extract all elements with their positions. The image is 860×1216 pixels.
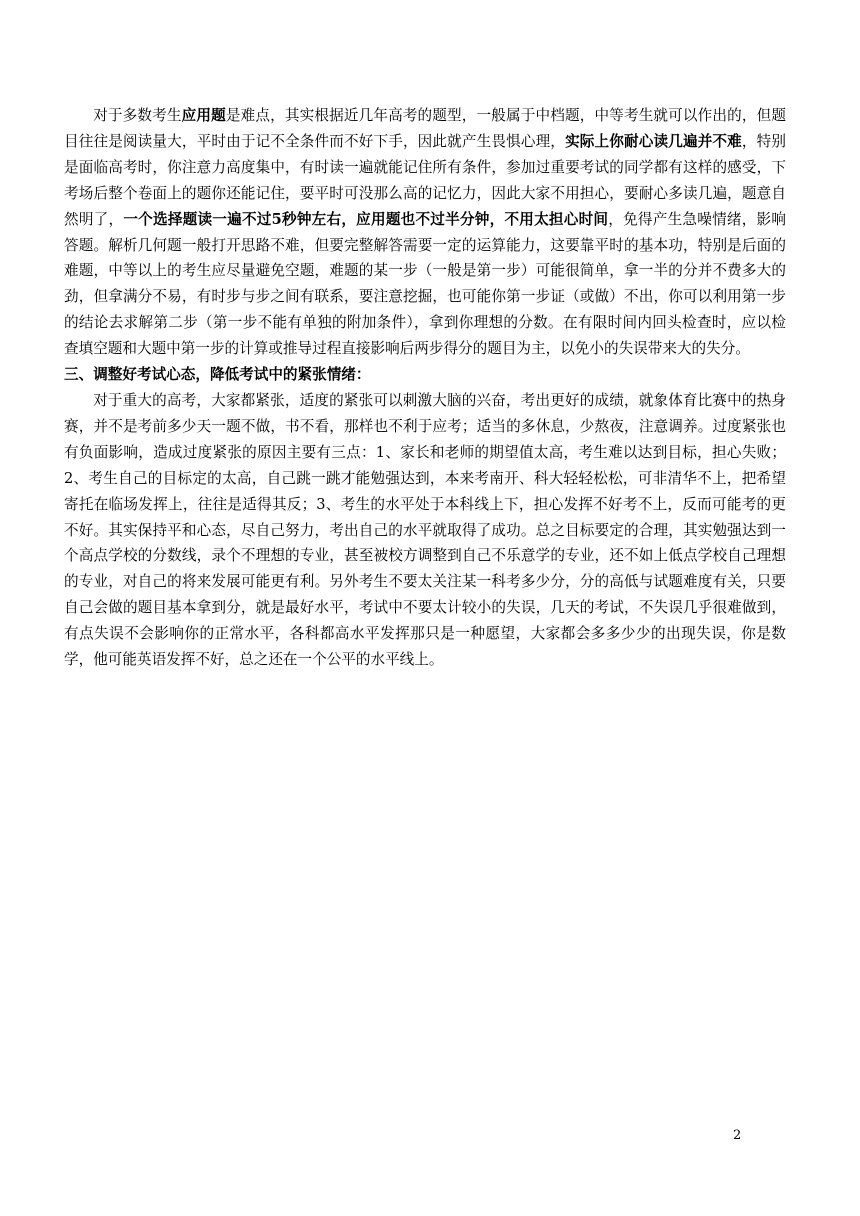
paragraph-segment: ，特别是面临高考时，你注意力高度集中，有时读一遍就能记住所有条件，参加过重要考试的同学都有这样的感受，下考场后整个卷面上的题你还能记住，要平时可没那么高的记忆力，因此大家不用担心，要耐心多读几遍，题意自然明了， [64, 132, 786, 228]
paragraph-segment-bold: 一个选择题读一遍不过5秒钟左右，应用题也不过半分钟，不用太担心时间 [123, 210, 609, 228]
paragraph-segment-bold: 实际上你耐心读几遍并不难 [565, 132, 742, 150]
paragraph-segment-bold: 应用题 [181, 107, 226, 124]
section-heading: 三、调整好考试心态，降低考试中的紧张情绪： [64, 366, 371, 384]
document-body [64, 103, 786, 673]
page-number: 2 [733, 1128, 742, 1143]
paragraph-segment: 是难点，其实根据近几年高考的题型，一般属于中档题，中等考生就可以作出的，但题目往往是阅读量大，平时由于记不全条件而不好下手，因此就产生畏惧心理， [64, 107, 786, 150]
paragraph-segment: ，免得产生急噪情绪，影响答题。解析几何题一般打开思路不难，但要完整解答需要一定的运算能力，这要靠平时的基本功，特别是后面的难题，中等以上的考生应尽量避免空题，难题的某一步（一般是第一步）可能很简单，拿一半的分并不费多大的劲，但拿满分不易，有时步与步之间有联系，要注意挖掘，也可能你第一步证（或做）不出，你可以利用第一步的结论去求解第二步（第一步不能有单独的附加条件），拿到你理想的分数。在有限时间内回头检查时，应以检查填空题和大题中第一步的计算或推导过程直接影响后两步得分的题目为主，以免小的失误带来大的失分。 [64, 210, 786, 358]
paragraph-word-problems [64, 103, 786, 362]
paragraph-segment: 对于多数考生 [93, 107, 182, 124]
paragraph-exam-mindset: 对于重大的高考，大家都紧张，适度的紧张可以刺激大脑的兴奋，考出更好的成绩，就象体育比赛中的热身赛，并不是考前多少天一题不做，书不看，那样也不利于应考；适当的多休息，少熬夜，注意调养。过度紧张也有负面影响，造成过度紧张的原因主要有三点：1、家长和老师的期望值太高，考生难以达到目标，担心失败；2、考生自己的目标定的太高，自己跳一跳才能勉强达到，本来考南开、科大轻轻松松，可非清华不上，把希望寄托在临场发挥上，往往是适得其反；3、考生的水平处于本科线上下，担心发挥不好考不上，反而可能考的更不好。其实保持平和心态，尽自己努力，考出自己的水平就取得了成功。总之目标要定的合理，其实勉强达到一个高点学校的分数线，录个不理想的专业，甚至被校方调整到自己不乐意学的专业，还不如上低点学校自己理想的专业，对自己的将来发展可能更有利。另外考生不要太关注某一科考多少分，分的高低与试题难度有关，只要自己会做的题目基本拿到分，就是最好水平，考试中不要太计较小的失误，几天的考试，不失误几乎很难做到，有点失误不会影响你的正常水平，各科都高水平发挥那只是一种愿望，大家都会多多少少的出现失误，你是数学，他可能英语发挥不好，总之还在一个公平的水平线上。 [64, 391, 786, 669]
